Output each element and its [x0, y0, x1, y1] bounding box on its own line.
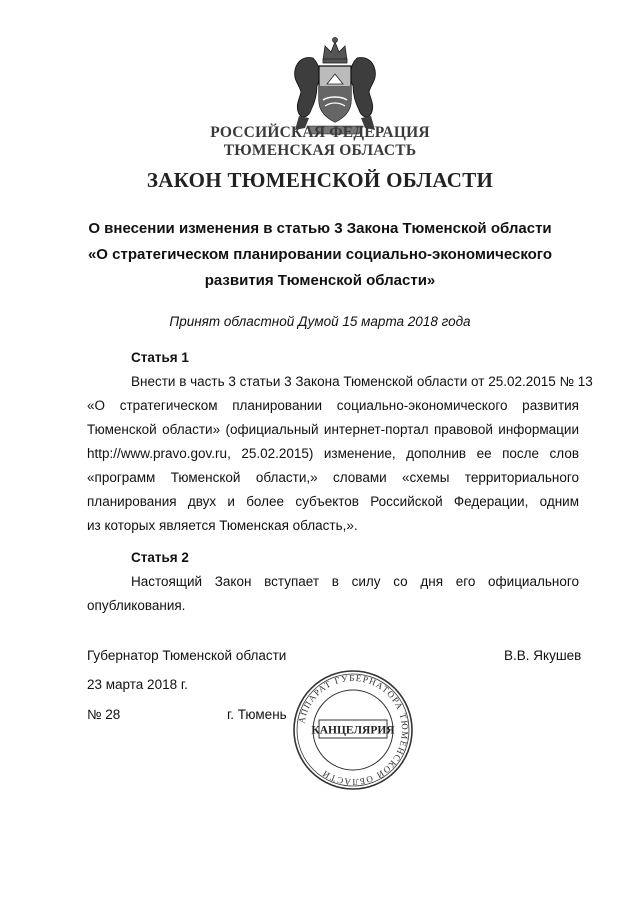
- article-2-line: опубликования.: [87, 598, 186, 613]
- law-title-line-1: О внесении изменения в статью 3 Закона Тюменской области: [88, 220, 552, 237]
- document-type-title: ЗАКОН ТЮМЕНСКОЙ ОБЛАСТИ: [146, 168, 494, 192]
- adoption-note: Принят областной Думой 15 марта 2018 года: [169, 314, 471, 329]
- header-country: РОССИЙСКАЯ ФЕДЕРАЦИЯ: [210, 124, 430, 141]
- law-number: № 28: [87, 707, 121, 722]
- law-title-line-3: развития Тюменской области»: [204, 272, 436, 289]
- signing-city: г. Тюмень: [227, 707, 287, 722]
- seal-ring-text: АППАРАТ ГУБЕРНАТОРА ТЮМЕНСКОЙ ОБЛАСТИ: [296, 672, 411, 788]
- article-1-line: Внести в часть 3 статьи 3 Закона Тюменской области от 25.02.2015 № 13: [131, 374, 593, 389]
- article-2-heading: Статья 2: [131, 550, 189, 565]
- article-1-line: «О стратегическом планировании социально-экономического развития: [87, 398, 579, 413]
- article-2-line: Настоящий Закон вступает в силу со дня его официального: [131, 574, 579, 589]
- seal-center-text: КАНЦЕЛЯРИЯ: [311, 724, 395, 737]
- signatory-position: Губернатор Тюменской области: [87, 648, 287, 663]
- signing-date: 23 марта 2018 г.: [87, 677, 188, 692]
- article-1-line: из которых является Тюменская область,».: [87, 518, 358, 533]
- article-1-text: [87, 370, 593, 538]
- article-1-line: http://www.pravo.gov.ru, 25.02.2015) изменение, дополнив ее после слов: [87, 446, 579, 461]
- article-1-line: планирования двух и более субъектов Российской Федерации, одним: [87, 494, 579, 509]
- article-1-line: Тюменской области» (официальный интернет-портал правовой информации: [87, 422, 579, 437]
- article-1-line: «программ Тюменской области,» словами «схемы территориального: [87, 470, 579, 485]
- law-title-line-2: «О стратегическом планировании социально-экономического: [87, 246, 553, 263]
- office-seal-stamp: [291, 668, 415, 792]
- article-2-text: [87, 570, 579, 618]
- article-1-heading: Статья 1: [131, 350, 189, 365]
- signatory-name: В.В. Якушев: [504, 648, 582, 663]
- coat-of-arms-emblem: [287, 30, 383, 138]
- header-region: ТЮМЕНСКАЯ ОБЛАСТЬ: [223, 142, 417, 159]
